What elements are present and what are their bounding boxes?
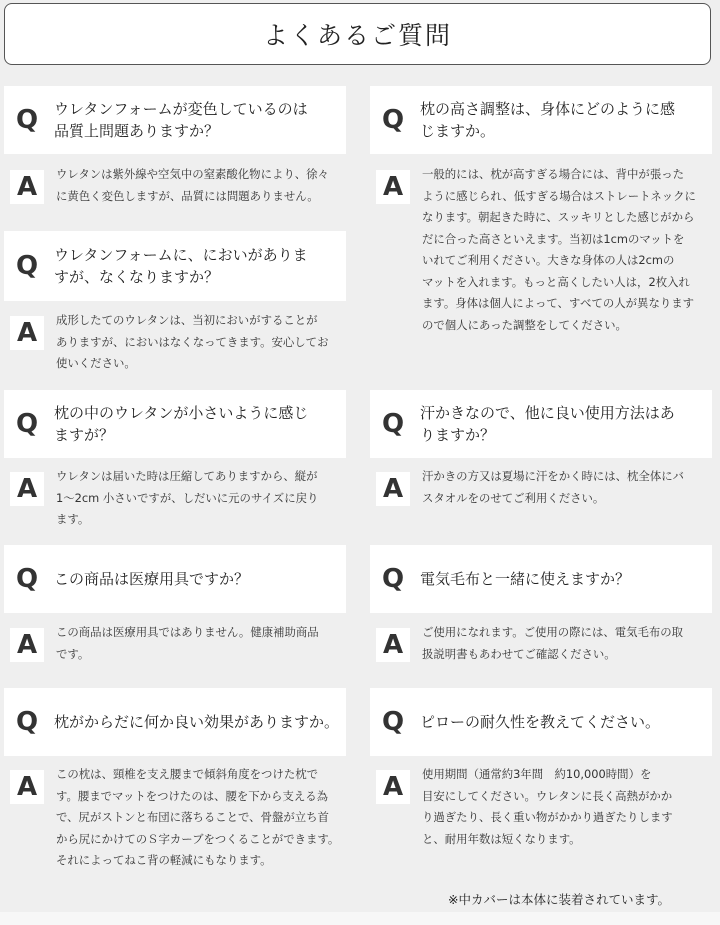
a-badge: A — [10, 170, 44, 204]
text-line: ウレタンは届いた時は圧縮してありますから、縦が — [56, 469, 318, 483]
text-line: 枕の高さ調整は、身体にどのように感 — [420, 100, 676, 118]
q-badge: Q — [376, 103, 410, 137]
answer-block — [370, 622, 715, 665]
question-text — [420, 98, 675, 142]
question-box — [370, 86, 712, 154]
a-badge: A — [376, 628, 410, 662]
answer-block — [4, 164, 349, 207]
text-line: この商品は医療用具ではありません。健康補助商品 — [56, 625, 319, 639]
q-badge: Q — [376, 407, 410, 441]
text-line: 汗かきの方又は夏場に汗をかく時には、枕全体にバ — [422, 469, 684, 483]
question-box — [4, 688, 346, 756]
a-badge: A — [10, 770, 44, 804]
q-badge: Q — [10, 103, 44, 137]
text-line: マットを入れます。もっと高くしたい人は，2枚入れ — [422, 274, 690, 289]
footnote: ※中カバーは本体に装着されています。 — [448, 892, 670, 907]
bottom-strip — [0, 912, 720, 925]
text-line: 電気毛布と一緒に使えますか？ — [420, 570, 631, 588]
question-box — [370, 545, 712, 613]
text-line: ように感じられ、低すぎる場合はストレートネックに — [422, 188, 696, 203]
a-badge: A — [376, 170, 410, 204]
q-badge: Q — [10, 249, 44, 283]
text-line: ウレタンフォームに、においがありま — [54, 246, 308, 264]
question-box — [4, 86, 346, 154]
page-title: よくあるご質問 — [4, 3, 711, 65]
answer-text — [422, 622, 683, 665]
answer-block — [4, 622, 349, 665]
answer-text — [56, 310, 328, 375]
text-line: 枕がからだに何か良い効果がありますか。 — [54, 713, 340, 731]
a-badge: A — [376, 770, 410, 804]
text-line: 品質上問題ありますか？ — [54, 122, 220, 140]
text-line: りますか？ — [420, 426, 496, 444]
answer-block — [370, 466, 715, 509]
text-line: で、尻がストンと布団に落ちることで、骨盤が立ち首 — [56, 810, 329, 824]
question-text — [54, 244, 308, 288]
text-line: だに合った高さといえます。当初は1cmのマットを — [422, 231, 685, 246]
text-line: ありますが、においはなくなってきます。安心してお — [56, 334, 329, 349]
answer-text — [56, 764, 339, 872]
q-badge: Q — [10, 562, 44, 596]
answer-text — [56, 466, 318, 531]
text-line: 扱説明書もあわせてご確認ください。 — [422, 646, 616, 661]
text-line: 枕の中のウレタンが小さいように感じ — [54, 404, 309, 422]
text-line: ますが？ — [54, 426, 115, 444]
text-line: ピローの耐久性を教えてください。 — [420, 713, 661, 731]
question-text — [54, 98, 308, 142]
question-text — [420, 402, 675, 446]
text-line: から尻にかけてのＳ字カーブをつくることができます。 — [56, 831, 340, 846]
text-line: 使用期間（通常約3年間 約10,000時間）を — [422, 767, 652, 781]
a-badge: A — [376, 472, 410, 506]
question-text — [420, 711, 660, 733]
text-line: り過ぎたり、長く重い物がかかり過ぎたりします — [422, 810, 673, 824]
answer-block — [4, 764, 349, 872]
a-badge: A — [10, 472, 44, 506]
answer-block — [4, 310, 349, 375]
text-line: ます。身体は個人によって、すべての人が異なります — [422, 296, 695, 310]
text-line: 目安にしてください。ウレタンに長く高熱がかか — [422, 788, 673, 803]
text-line: それによってねこ背の軽減にもなります。 — [56, 853, 272, 867]
text-line: ウレタンフォームが変色しているのは — [54, 100, 308, 118]
text-line: 使いください。 — [56, 356, 136, 370]
answer-text — [422, 764, 673, 850]
text-line: ので個人にあった調整をしてください。 — [422, 317, 627, 332]
a-badge: A — [10, 628, 44, 662]
question-text — [54, 402, 308, 446]
text-line: 一般的には、枕が高すぎる場合には、背中が張った — [422, 167, 684, 181]
question-text — [54, 711, 339, 733]
text-line: じますか。 — [420, 122, 496, 140]
answer-text — [422, 164, 696, 336]
answer-text — [56, 164, 329, 207]
text-line: す。腰までマットをつけたのは、腰を下から支える為 — [56, 788, 329, 803]
text-line: すが、なくなりますか？ — [54, 268, 220, 286]
text-line: に黄色く変色しますが、品質には問題ありません。 — [56, 188, 319, 203]
text-line: と、耐用年数は短くなります。 — [422, 831, 581, 846]
text-line: なります。朝起きた時に、スッキリとした感じがから — [422, 210, 695, 224]
question-box — [4, 390, 346, 458]
text-line: 1～2cm 小さいですが、しだいに元のサイズに戻り — [56, 490, 319, 505]
q-badge: Q — [10, 407, 44, 441]
q-badge: Q — [376, 562, 410, 596]
question-text — [420, 568, 630, 590]
text-line: ウレタンは紫外線や空気中の窒素酸化物により、徐々 — [56, 167, 329, 181]
text-line: ます。 — [56, 512, 90, 526]
answer-text — [422, 466, 684, 509]
text-line: 汗かきなので、他に良い使用方法はあ — [420, 404, 675, 422]
answer-text — [56, 622, 319, 665]
q-badge: Q — [376, 705, 410, 739]
answer-block — [4, 466, 349, 531]
a-badge: A — [10, 316, 44, 350]
text-line: です。 — [56, 646, 90, 661]
answer-block — [370, 164, 715, 336]
text-line: ご使用になれます。ご使用の際には、電気毛布の取 — [422, 625, 684, 639]
question-text — [54, 568, 249, 590]
text-line: この枕は、頸椎を支え腰まで傾斜角度をつけた枕で — [56, 767, 318, 781]
question-box — [370, 390, 712, 458]
text-line: いれてご利用ください。大きな身体の人は2cmの — [422, 253, 675, 267]
question-box — [4, 231, 346, 301]
q-badge: Q — [10, 705, 44, 739]
question-box — [370, 688, 712, 756]
text-line: この商品は医療用具ですか？ — [54, 570, 250, 588]
answer-block — [370, 764, 715, 850]
text-line: 成形したてのウレタンは、当初においがすることが — [56, 313, 318, 327]
question-box — [4, 545, 346, 613]
text-line: スタオルをのせてご利用ください。 — [422, 490, 605, 505]
